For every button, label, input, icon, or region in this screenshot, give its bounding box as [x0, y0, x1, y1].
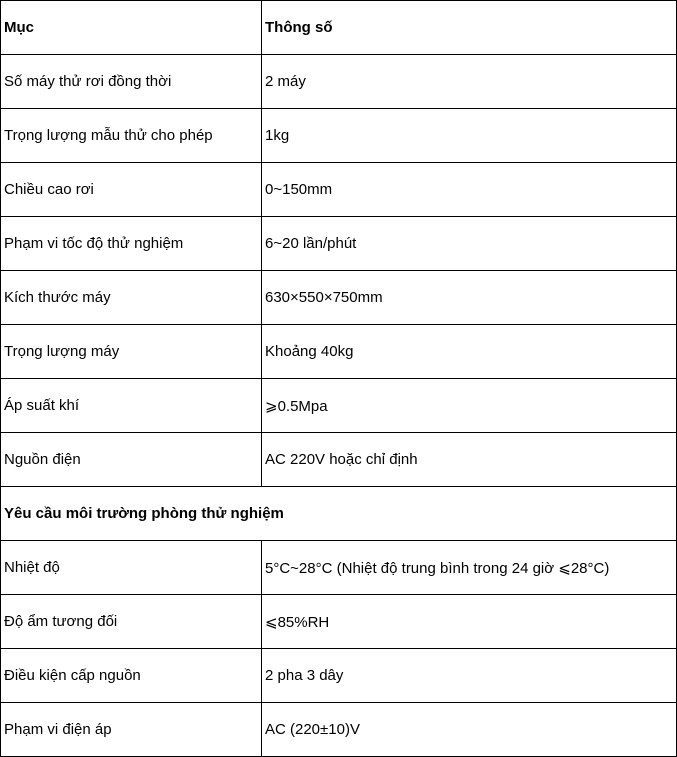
cell-item: Chiều cao rơi [1, 163, 262, 217]
cell-item: Số máy thử rơi đồng thời [1, 55, 262, 109]
cell-item: Nguồn điện [1, 433, 262, 487]
cell-spec: AC 220V hoặc chỉ định [262, 433, 677, 487]
table-row [1, 163, 677, 217]
cell-spec: 1kg [262, 109, 677, 163]
cell-item: Phạm vi tốc độ thử nghiệm [1, 217, 262, 271]
cell-spec: 2 máy [262, 55, 677, 109]
cell-spec: 630×550×750mm [262, 271, 677, 325]
table-row [1, 541, 677, 595]
cell-item: Kích thước máy [1, 271, 262, 325]
section-title: Yêu cầu môi trường phòng thử nghiệm [1, 487, 677, 541]
cell-item: Áp suất khí [1, 379, 262, 433]
header-spec: Thông số [262, 1, 677, 55]
cell-item: Nhiệt độ [1, 541, 262, 595]
table-row [1, 649, 677, 703]
table-row [1, 595, 677, 649]
cell-item: Trọng lượng mẫu thử cho phép [1, 109, 262, 163]
cell-spec: 0~150mm [262, 163, 677, 217]
table-row [1, 379, 677, 433]
cell-item: Điều kiện cấp nguồn [1, 649, 262, 703]
table-row [1, 55, 677, 109]
table-row [1, 217, 677, 271]
cell-spec: 5°C~28°C (Nhiệt độ trung bình trong 24 giờ ⩽28°C) [262, 541, 677, 595]
cell-spec: Khoảng 40kg [262, 325, 677, 379]
table-row [1, 109, 677, 163]
cell-spec: ⩽85%RH [262, 595, 677, 649]
header-item: Mục [1, 1, 262, 55]
cell-spec: 6~20 lần/phút [262, 217, 677, 271]
cell-item: Độ ẩm tương đối [1, 595, 262, 649]
table-header-row [1, 1, 677, 55]
cell-item: Phạm vi điện áp [1, 703, 262, 757]
section-row [1, 487, 677, 541]
table-row [1, 271, 677, 325]
cell-spec: AC (220±10)V [262, 703, 677, 757]
cell-spec: 2 pha 3 dây [262, 649, 677, 703]
table-row [1, 703, 677, 757]
table-row [1, 325, 677, 379]
cell-spec: ⩾0.5Mpa [262, 379, 677, 433]
cell-item: Trọng lượng máy [1, 325, 262, 379]
table-row [1, 433, 677, 487]
